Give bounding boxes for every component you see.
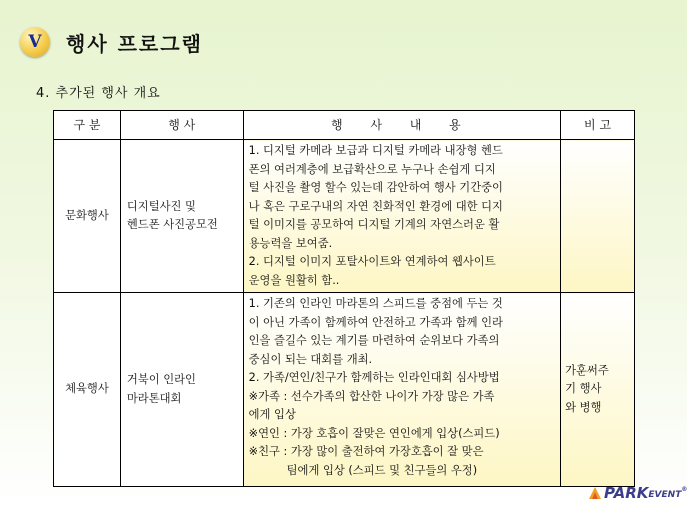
content-line: ※친구 : 가장 많이 출전하여 가장호흡이 잘 맞은 xyxy=(248,445,484,458)
header-category: 구 분 xyxy=(54,111,121,140)
event-name-line: 거북이 인라인 xyxy=(126,373,196,386)
logo-registered-mark: ® xyxy=(681,485,687,493)
logo-mark-icon xyxy=(588,486,602,500)
page-header xyxy=(20,24,203,60)
content-line: 중심이 되는 대회를 개최. xyxy=(248,352,373,366)
header-note: 비 고 xyxy=(561,111,635,140)
event-name-line: 디지털사진 및 xyxy=(126,199,196,213)
table-row xyxy=(54,293,635,487)
event-name-line: 헨드폰 사진공모전 xyxy=(126,218,218,231)
event-overview-table xyxy=(53,110,635,487)
parkevent-logo xyxy=(588,484,687,502)
note-line: 가훈써주 xyxy=(565,363,609,377)
section-number-badge: V xyxy=(20,27,50,57)
content-line: 털 사진을 촬영 할수 있는데 감안하여 행사 기간중이 xyxy=(248,181,503,194)
section-heading: 4. 추가된 행사 개요 xyxy=(36,86,161,101)
content-line: 에게 입상 xyxy=(248,408,296,421)
logo-text-sub: EVENT xyxy=(648,489,682,500)
header-content: 행 사 내 용 xyxy=(243,111,560,140)
row-content xyxy=(243,140,560,293)
content-line: 인을 즐길수 있는 계기를 마련하여 순위보다 가족의 xyxy=(248,334,500,347)
row-event xyxy=(120,293,243,487)
content-line: 이 아닌 가족이 함께하여 안전하고 가족과 함께 인라 xyxy=(248,315,503,329)
content-line: 2. 디지털 이미지 포탈사이트와 연계하여 웹사이트 xyxy=(248,255,496,268)
content-line: ※가족 : 선수가족의 합산한 나이가 가장 많은 가족 xyxy=(248,389,495,403)
logo-text-main: PARK xyxy=(604,484,649,502)
content-line: 용능력을 보여줌. xyxy=(248,236,333,250)
row-content xyxy=(243,293,560,487)
content-line: ※연인 : 가장 호흡이 잘맞은 연인에게 입상(스피드) xyxy=(248,426,500,440)
content-line: 팀에게 입상 (스피드 및 친구들의 우정) xyxy=(286,463,478,477)
row-note xyxy=(561,293,635,487)
row-note xyxy=(561,140,635,293)
note-line: 와 병행 xyxy=(565,400,602,414)
table-row xyxy=(54,140,635,293)
event-name-line: 마라톤대회 xyxy=(126,391,182,405)
content-line: 2. 가족/연인/친구가 함께하는 인라인대회 심사방법 xyxy=(248,371,500,384)
page-title: 행사 프로그램 xyxy=(66,31,203,56)
content-line: 1. 디지털 카메라 보급과 디지털 카메라 내장형 헨드 xyxy=(248,144,503,157)
row-category: 체육행사 xyxy=(54,293,121,487)
note-line: 기 행사 xyxy=(565,382,602,396)
row-event xyxy=(120,140,243,293)
table-header-row xyxy=(54,111,635,140)
content-line: 털 이미지를 공모하여 디지털 기계의 자연스러운 활 xyxy=(248,218,500,231)
row-category: 문화행사 xyxy=(54,140,121,293)
content-line: 운영을 원활히 함.. xyxy=(248,273,340,287)
content-line: 나 혹은 구로구내의 자연 친화적인 환경에 대한 디지 xyxy=(248,199,503,213)
content-line: 1. 기존의 인라인 마라톤의 스피드를 중점에 두는 것 xyxy=(248,297,503,310)
content-line: 폰의 여러계층에 보급확산으로 누구나 손쉽게 디지 xyxy=(248,162,496,176)
header-event: 행 사 xyxy=(120,111,243,140)
